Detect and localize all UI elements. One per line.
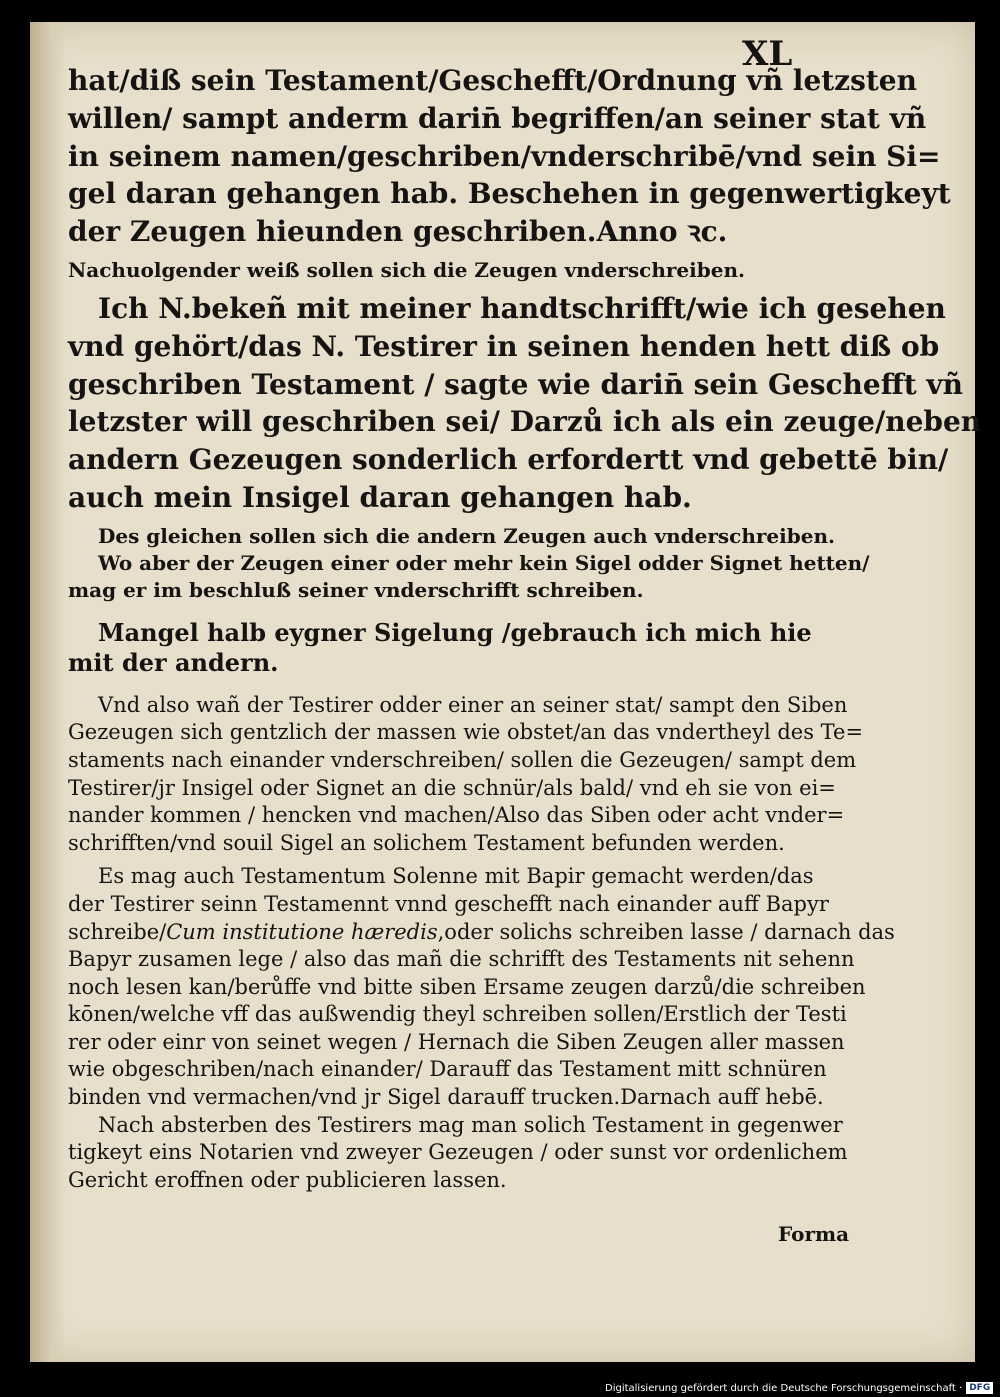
text-line: hat/diß sein Testament/Geschefft/Ordnung vñ letzsten bbox=[68, 64, 917, 97]
text-line: willen/ sampt anderm darin̄ begriffen/an seiner stat vñ bbox=[68, 101, 927, 135]
text-line: in seinem namen/geschriben/vnderschribē/vnd sein Si= bbox=[68, 139, 941, 173]
paragraph-sealing-procedure bbox=[68, 692, 864, 858]
text-line: Nach absterben des Testirers mag man solich Testament in gegenwer bbox=[98, 1112, 843, 1137]
text-line: rer oder einr von seinet wegen / Hernach die Siben Zeugen aller massen bbox=[68, 1029, 845, 1054]
text-line: letzster will geschriben sei/ Darzů ich als ein zeuge/neben bbox=[68, 405, 982, 439]
text-line: kōnen/welche vff das außwendig theyl schreiben sollen/Erstlich der Testi bbox=[68, 1002, 847, 1027]
latin-phrase: Cum institutione hæredis bbox=[166, 919, 438, 944]
text-line: binden vnd vermachen/vnd jr Sigel darauff trucken.Darnach auff hebē. bbox=[68, 1085, 824, 1110]
text-line: Es mag auch Testamentum Solenne mit Bapir gemacht werden/das bbox=[98, 864, 814, 889]
text-line: wie obgeschriben/nach einander/ Darauff das Testament mitt schnüren bbox=[68, 1057, 827, 1082]
text-line: der Zeugen hieunden geschriben.Anno ꝛc. bbox=[68, 215, 728, 249]
folio-number: XL bbox=[742, 34, 793, 74]
text-line: der Testirer seinn Testamennt vnnd geschefft nach einander auff Bapyr bbox=[68, 891, 829, 916]
page-gutter-shadow bbox=[30, 22, 66, 1362]
page-text bbox=[68, 62, 982, 1194]
text-line: geschriben Testament / sagte wie darin̄ sein Geschefft vñ bbox=[68, 367, 964, 401]
text-line: mag er im beschluß seiner vnderschrifft schreiben. bbox=[68, 577, 644, 602]
text-line bbox=[68, 919, 895, 947]
text-line: schrifften/vnd souil Sigel an solichem Testament befunden werden. bbox=[68, 830, 785, 855]
paragraph-testament-closing bbox=[68, 62, 951, 251]
text-line: tigkeyt eins Notarien vnd zweyer Gezeugen / oder sunst vor ordenlichem bbox=[68, 1140, 848, 1165]
heading-line: Mangel halb eygner Sigelung /gebrauch ich mich hie bbox=[98, 617, 812, 647]
text-line: nander kommen / hencken vnd machen/Also das Siben oder acht vnder= bbox=[68, 803, 845, 828]
text-line: Vnd also wañ der Testirer odder einer an seiner stat/ sampt den Siben bbox=[98, 692, 848, 717]
paragraph-opening-testament bbox=[68, 1112, 858, 1195]
text-line: vnd gehört/das N. Testirer in seinen henden hett diß ob bbox=[68, 329, 940, 363]
text-line: Des gleichen sollen sich die andern Zeugen auch vnderschreiben. bbox=[98, 523, 835, 548]
text-line: Testirer/jr Insigel oder Signet an die schnür/als bald/ vnd eh sie von ei= bbox=[68, 775, 836, 800]
text-fragment: ,oder solichs schreiben lasse / darnach das bbox=[437, 919, 895, 944]
section-heading bbox=[68, 618, 858, 678]
note-witness-instruction: Nachuolgender weiß sollen sich die Zeugen vnderschreiben. bbox=[68, 257, 745, 282]
text-line: andern Gezeugen sonderlich erfordertt vnd gebettē bin/ bbox=[68, 443, 949, 477]
funding-footer bbox=[605, 1381, 993, 1395]
text-fragment: schreibe/ bbox=[68, 919, 167, 944]
text-line: noch lesen kan/berůffe vnd bitte siben Ersame zeugen darzů/die schreiben bbox=[68, 974, 866, 999]
text-line: gel daran gehangen hab. Beschehen in gegenwertigkeyt bbox=[68, 177, 951, 211]
text-line: Wo aber der Zeugen einer oder mehr kein Sigel odder Signet hetten/ bbox=[98, 550, 870, 575]
text-line: staments nach einander vnderschreiben/ sollen die Gezeugen/ sampt dem bbox=[68, 747, 857, 772]
dfg-logo-icon: DFG bbox=[966, 1382, 993, 1394]
text-line: Gericht eroffnen oder publicieren lassen. bbox=[68, 1167, 507, 1192]
text-line: Gezeugen sich gentzlich der massen wie obstet/an das vndertheyl des Te= bbox=[68, 720, 864, 745]
note-other-witnesses bbox=[68, 523, 870, 604]
heading-line: mit der andern. bbox=[68, 647, 279, 677]
footer-text: Digitalisierung gefördert durch die Deutsche Forschungsgemeinschaft · bbox=[605, 1382, 963, 1394]
paragraph-witness-statement bbox=[68, 290, 982, 517]
paragraph-paper-testament bbox=[68, 863, 895, 1111]
text-line: auch mein Insigel daran gehangen hab. bbox=[68, 480, 692, 514]
text-line: Ich N.bekeñ mit meiner handtschrifft/wie ich gesehen bbox=[98, 291, 946, 325]
text-line: Bapyr zusamen lege / also das mañ die schrifft des Testaments nit sehenn bbox=[68, 947, 855, 972]
catchword: Forma bbox=[778, 1222, 850, 1246]
